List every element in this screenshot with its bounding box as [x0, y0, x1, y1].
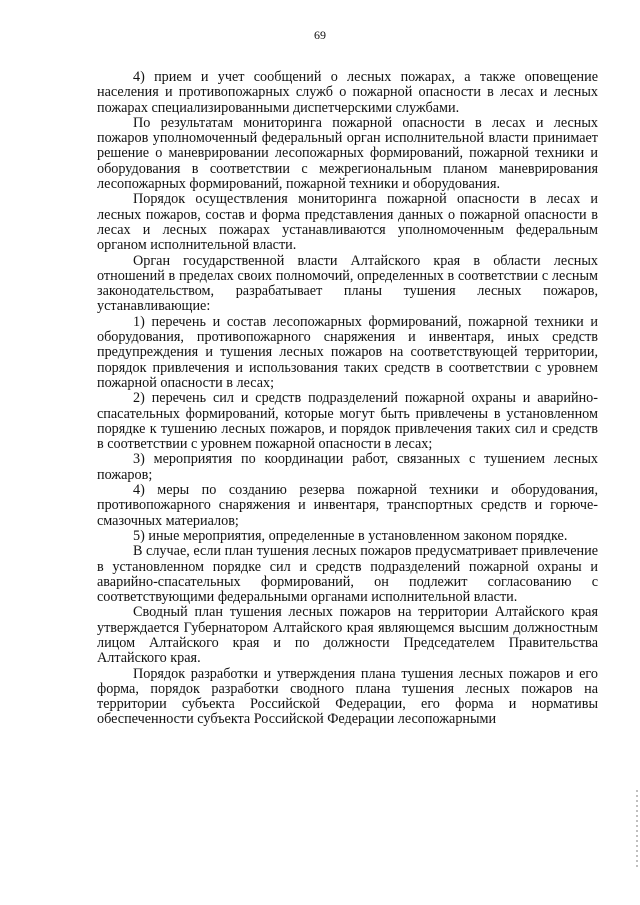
- scan-edge-mark: [636, 790, 638, 870]
- document-body: [97, 70, 598, 728]
- paragraph: 4) прием и учет сообщений о лесных пожарах, а также оповещение населения и противопожарных служб о пожарной опасности в лесах и лесных пожарах специализированными диспетчерскими службами.: [97, 69, 598, 116]
- paragraph: Сводный план тушения лесных пожаров на территории Алтайского края утверждается Губернатором Алтайского края являющемся высшим должностным лицом Алтайского края и по должности Председателем Правительства Алтайского края.: [97, 604, 598, 667]
- paragraph: Порядок осуществления мониторинга пожарной опасности в лесах и лесных пожаров, состав и форма представления данных о пожарной опасности в лесах и лесных пожарах устанавливаются уполномоченным федеральным органом исполнительной власти.: [97, 191, 598, 254]
- list-item: 4) меры по созданию резерва пожарной техники и оборудования, противопожарного снаряжения и инвентаря, транспортных средств и горюче-смазочных материалов;: [97, 482, 598, 529]
- paragraph: В случае, если план тушения лесных пожаров предусматривает привлечение в установленном порядке сил и средств подразделений пожарной охраны и аварийно-спасательных формирований, он подлежит согласованию с соответствующими федеральными органами исполнительной власти.: [97, 543, 598, 606]
- list-item: 2) перечень сил и средств подразделений пожарной охраны и аварийно-спасательных формирований, которые могут быть привлечены в установленном порядке к тушению лесных пожаров, и порядок привлечения таких сил и средств в соответствии с уровнем пожарной опасности в лесах;: [97, 390, 598, 453]
- paragraph: Порядок разработки и утверждения плана тушения лесных пожаров и его форма, порядок разработки сводного плана тушения лесных пожаров на территории субъекта Российской Федерации, его форма и нормативы обеспеченности субъекта Российской Федерации лесопожарными: [97, 665, 598, 728]
- list-item: 3) мероприятия по координации работ, связанных с тушением лесных пожаров;: [97, 451, 598, 483]
- list-item: 5) иные мероприятия, определенные в установленном законом порядке.: [133, 527, 568, 544]
- paragraph: По результатам мониторинга пожарной опасности в лесах и лесных пожаров уполномоченный федеральный орган исполнительной власти принимает решение о маневрировании лесопожарных формирований, пожарной техники и оборудования в соответствии с межрегиональным планом маневрирования лесопожарных формирований, пожарной техники и оборудования.: [97, 114, 598, 193]
- paragraph: Орган государственной власти Алтайского края в области лесных отношений в пределах своих полномочий, определенных в соответствии с лесным законодательством, разрабатывает планы тушения лесных пожаров, устанавливающие:: [97, 252, 598, 315]
- list-item: 1) перечень и состав лесопожарных формирований, пожарной техники и оборудования, противопожарного снаряжения и инвентаря, иных средств предупреждения и тушения лесных пожаров на соответствующей территории, порядок привлечения и использования таких средств в соответствии с уровнем пожарной опасности в лесах;: [97, 313, 598, 391]
- page-number: 69: [314, 28, 326, 42]
